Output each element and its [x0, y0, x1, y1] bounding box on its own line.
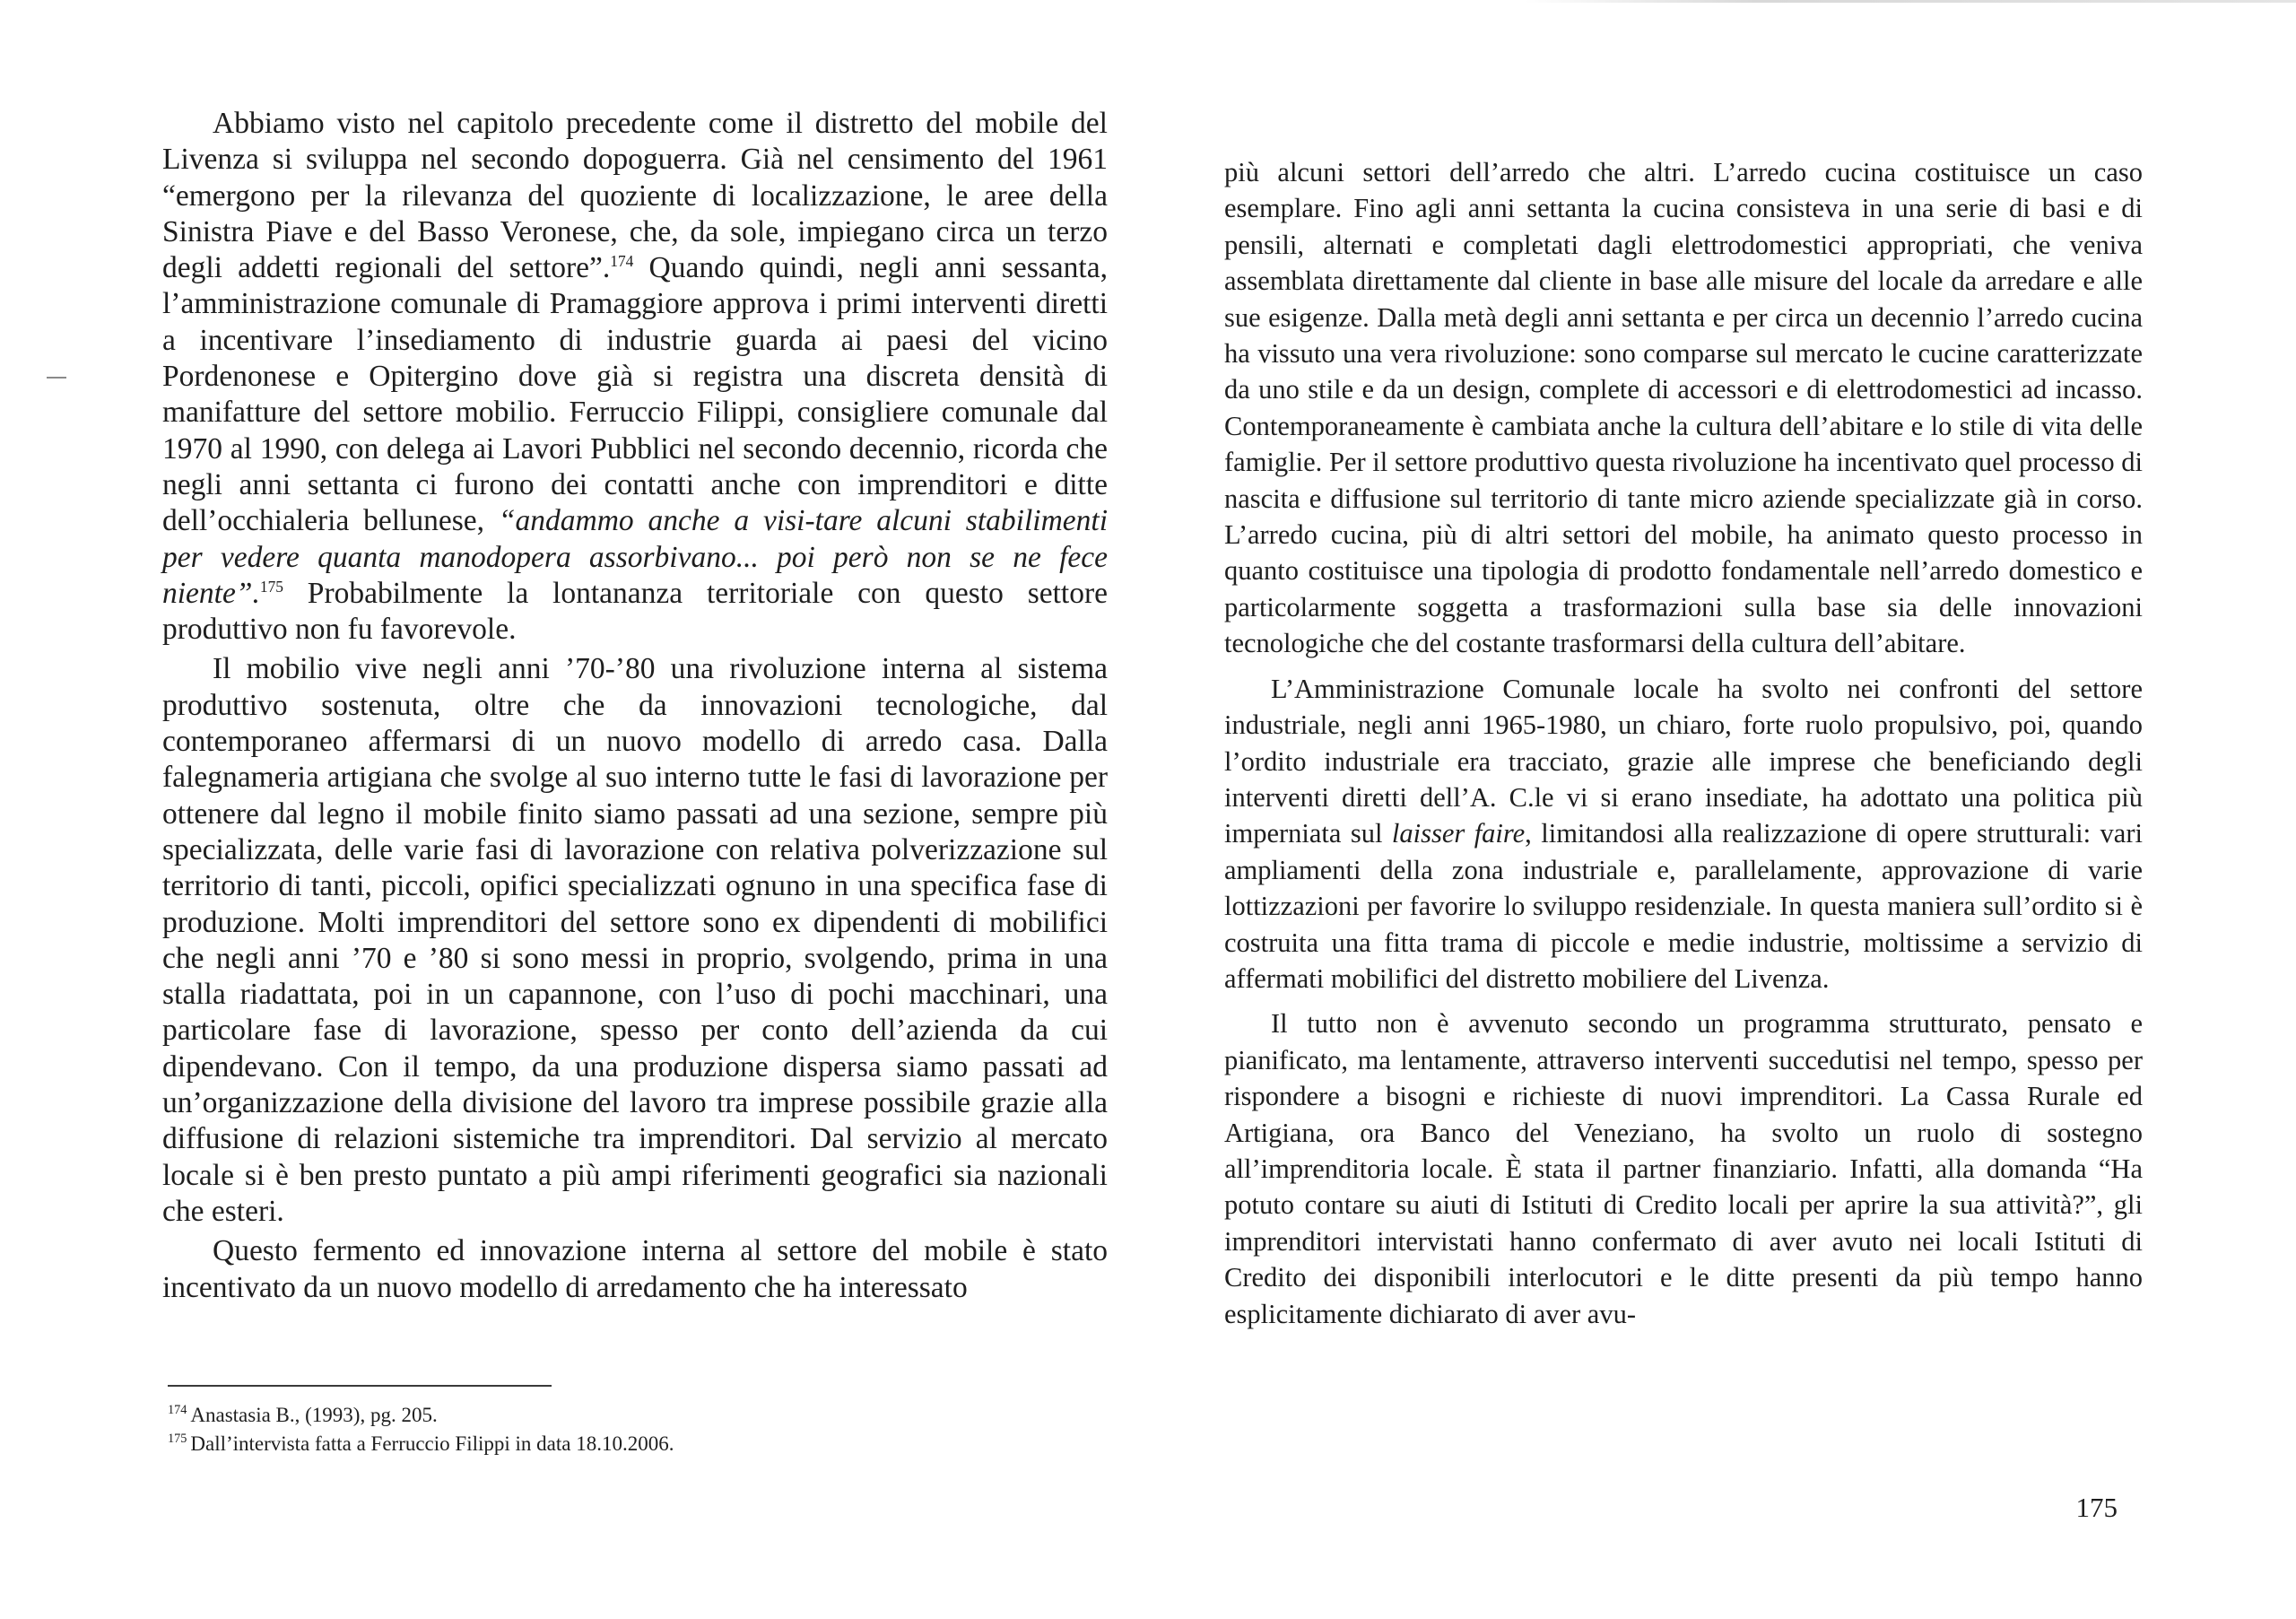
paragraph: [162, 106, 1108, 648]
italic-text: “andammo anche a visi-tare alcuni stabilimenti per vedere quanta manodopera assorbivano... poi però non se ne fece niente”.: [162, 504, 1108, 610]
text-run: , limitandosi alla realizzazione di opere strutturali: vari ampliamenti della zona industriale e, parallelamente, approvazione di varie lottizzazioni per favorire lo sviluppo residenziale. In questa maniera sull’ordito si è costruita una fitta trama di piccole e medie industrie, moltissime a servizio di affermati mobilifici del distretto mobiliere del Livenza.: [1224, 818, 2143, 994]
footnote-ref: 174: [610, 252, 634, 271]
text-run: Il mobilio vive negli anni ’70-’80 una rivoluzione interna al sistema produttivo sostenuta, oltre che da innovazioni tecnologiche, dal contemporaneo affermarsi di un nuovo modello di arredo casa. Dalla falegnameria artigiana che svolge al suo interno tutte le fasi di lavorazione per ottenere dal legno il mobile finito siamo passati ad una sezione, sempre più specializzata, delle varie fasi di lavorazione con relativa polverizzazione sul territorio di tanti, piccoli, opifici specializzati ognuno in una specifica fase di produzione. Molti imprenditori del settore sono ex dipendenti di mobilifici che negli anni ’70 e ’80 si sono messi in proprio, svolgendo, prima in una stalla riadattata, poi in un capannone, con l’uso di pochi macchinari, una particolare fase di lavorazione, spesso per conto dell’azienda da cui dipendevano. Con il tempo, da una produzione dispersa siamo passati ad un’organizzazione della divisione del lavoro tra imprese possibile grazie alla diffusione di relazioni sistemiche tra imprenditori. Dal servizio al mercato locale si è ben presto puntato a più ampi riferimenti geografici sia nazionali che esteri.: [162, 652, 1108, 1228]
text-run: Il tutto non è avvenuto secondo un programma strutturato, pensato e pianificato, ma lentamente, attraverso interventi succedutisi nel tempo, spesso per rispondere a bisogni e richieste di nuovi imprenditori. La Cassa Rurale ed Artigiana, ora Banco del Veneziano, ha svolto un ruolo di sostegno all’imprenditoria locale. È stata il partner finanziario. Infatti, alla domanda “Ha potuto contare su aiuti di Istituti di Credito locali per aprire la sua attività?”, gli imprenditori intervistati hanno confermato di aver avuto nei locali Istituti di Credito dei disponibili interlocutori e le ditte presenti da più tempo hanno esplicitamente dichiarato di aver avu-: [1224, 1008, 2143, 1329]
footnote-separator: [168, 1385, 552, 1387]
italic-text: laisser faire: [1391, 818, 1526, 849]
right-body-text: [1224, 154, 2143, 1332]
text-run: più alcuni settori dell’arredo che altri. L’arredo cucina costituisce un caso esemplare. Fino agli anni settanta la cucina consisteva in una serie di basi e di pensili, alternati e completati dagli elettrodomestici appropriati, che veniva assemblata direttamente dal cliente in base alle misure del locale da arredare e alle sue esigenze. Dalla metà degli anni settanta e per circa un decennio l’arredo cucina ha vissuto una vera rivoluzione: sono comparse sul mercato le cucine caratterizzate da uno stile e da un design, complete di accessori e di elettrodomestici ad incasso. Contemporaneamente è cambiata anche la cultura dell’abitare e lo stile di vita delle famiglie. Per il settore produttivo questa rivoluzione ha incentivato quel processo di nascita e diffusione sul territorio di tante micro aziende specializzate già in corso. L’arredo cucina, più di altri settori del mobile, ha animato questo processo in quanto costituisce una tipologia di prodotto fondamentale nell’arredo domestico e particolarmente soggetta a trasformazioni sulla base sia delle innovazioni tecnologiche che del costante trasformarsi della cultura dell’abitare.: [1224, 157, 2143, 659]
text-run: Abbiamo visto nel capitolo precedente come il distretto del mobile del Livenza si sviluppa nel secondo dopoguerra. Già nel censimento del 1961 “emergono per la rilevanza del quoziente di localizzazione, le aree della Sinistra Piave e del Basso Veronese, che, da sole, impiegano circa un terzo degli addetti regionali del settore”.: [162, 107, 1108, 285]
footnote: [168, 1430, 975, 1458]
footnote-text: Dall’intervista fatta a Ferruccio Filippi in data 18.10.2006.: [190, 1432, 674, 1455]
page-edge-shadow: [1525, 0, 2296, 3]
page-number: 175: [2075, 1492, 2118, 1523]
text-run: Quando quindi, negli anni sessanta, l’amministrazione comunale di Pramaggiore approva i primi interventi diretti a incentivare l’insediamento di industrie guarda ai paesi del vicino Pordenonese e Opitergino dove già si registra una discreta densità di manifatture del settore mobilio. Ferruccio Filippi, consigliere comunale dal 1970 al 1990, con delega ai Lavori Pubblici nel secondo decennio, ricorda che negli anni settanta ci furono dei contatti anche con imprenditori e ditte dell’occhialeria bellunese,: [162, 251, 1108, 538]
footnote-number: 175: [168, 1432, 187, 1447]
paragraph: [162, 1233, 1108, 1306]
footnote: [168, 1401, 975, 1430]
paragraph: [1224, 671, 2143, 997]
text-run: Questo fermento ed innovazione interna al settore del mobile è stato incentivato da un nuovo modello di arredamento che ha interessato: [162, 1234, 1108, 1304]
footnote-ref: 175: [259, 577, 283, 596]
text-run: Probabilmente la lontananza territoriale con questo settore produttivo non fu favorevole.: [162, 576, 1108, 647]
paragraph: [162, 651, 1108, 1230]
left-body-text: [162, 106, 1108, 1306]
paragraph: [1224, 1005, 2143, 1332]
paragraph: [1224, 154, 2143, 662]
footnote-text: Anastasia B., (1993), pg. 205.: [190, 1404, 438, 1426]
text-run: L’Amministrazione Comunale locale ha svolto nei confronti del settore industriale, negli anni 1965-1980, un chiaro, forte ruolo propulsivo, poi, quando l’ordito industriale era tracciato, grazie alle imprese che beneficiando degli interventi diretti dell’A. C.le vi si erano insediate, ha adottato una politica più imperniata sul: [1224, 673, 2143, 849]
footnotes: [168, 1401, 975, 1458]
margin-mark: [47, 377, 66, 379]
footnote-number: 174: [168, 1403, 187, 1418]
